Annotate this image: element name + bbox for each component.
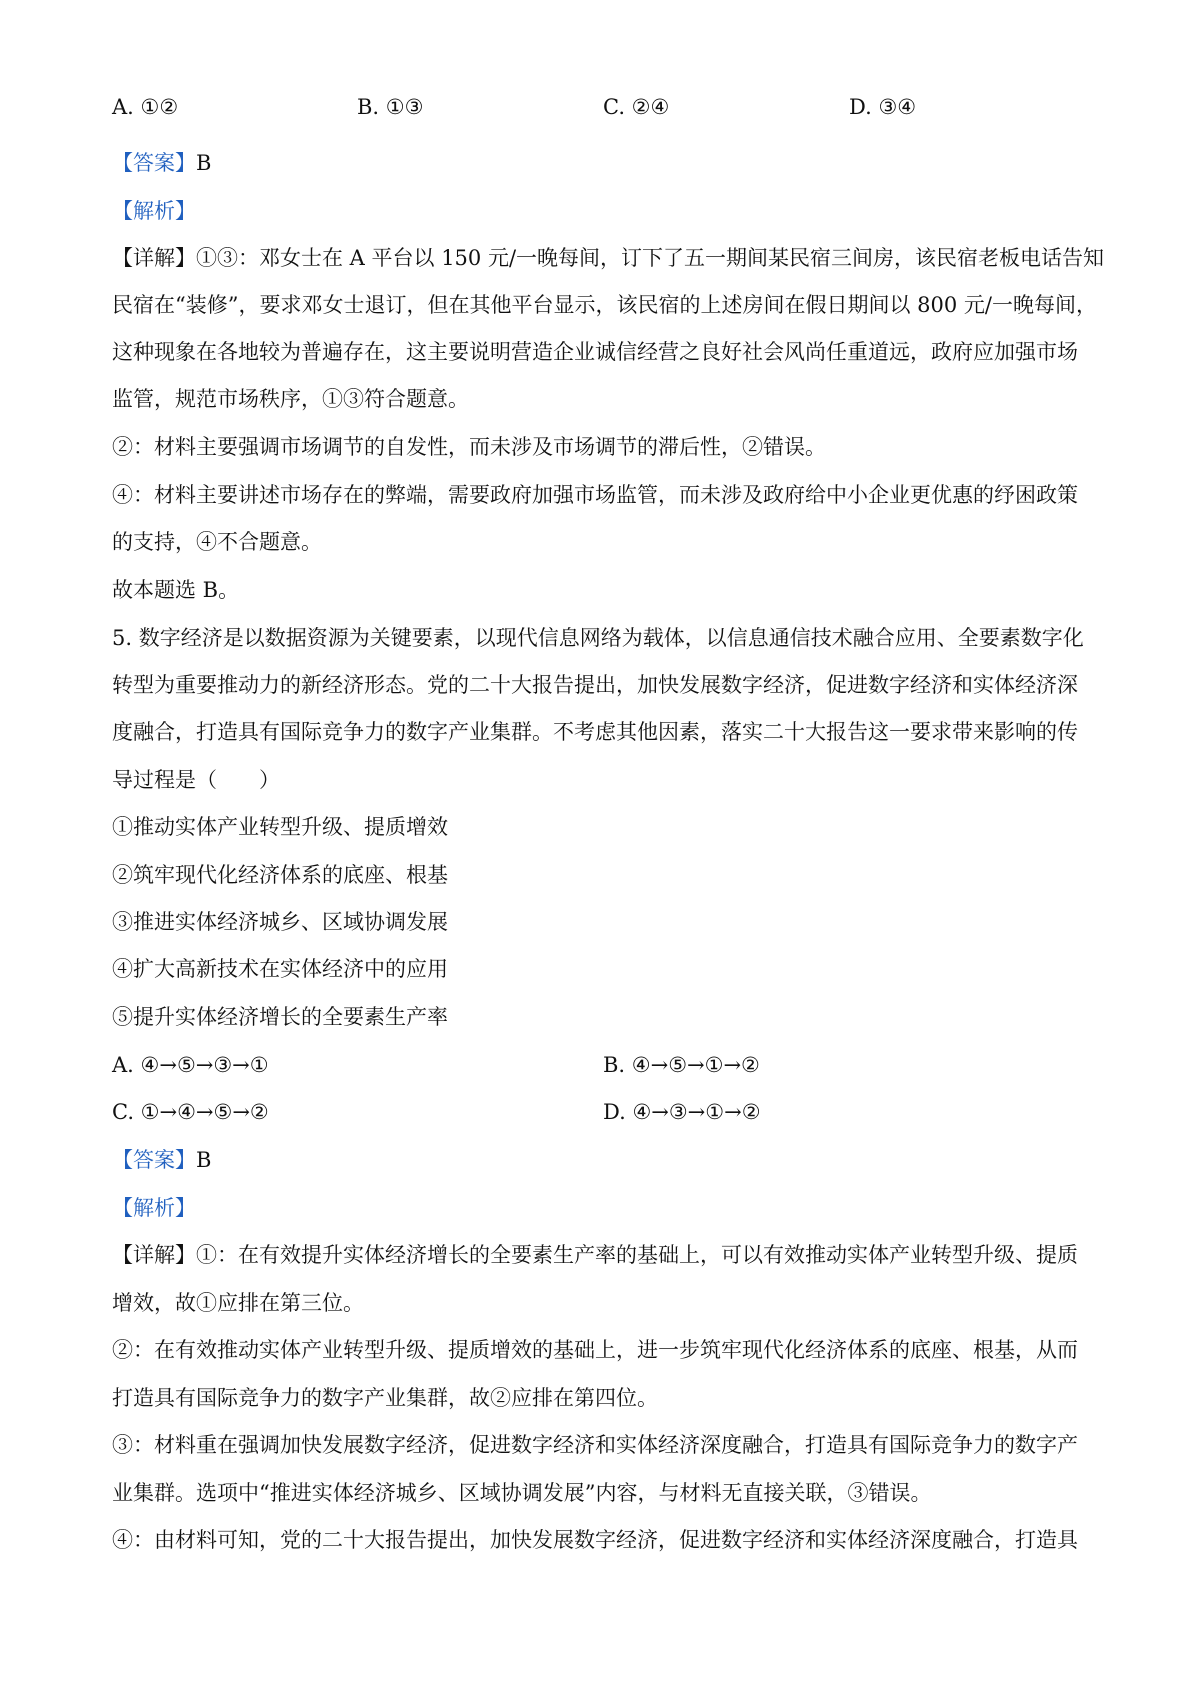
- q5-answer-value: B: [196, 1148, 212, 1172]
- q4-detail-line: 这种现象在各地较为普遍存在，这主要说明营造企业诚信经营之良好社会风尚任重道远，政府应加强市场: [112, 340, 1078, 364]
- q4-detail-line: [112, 243, 1104, 273]
- q5-option-a: A. ④→⑤→③→①: [112, 1053, 269, 1077]
- q5-stem-line: 度融合，打造具有国际竞争力的数字产业集群。不考虑其他因素，落实二十大报告这一要求带来影响的传: [112, 720, 1078, 744]
- q5-answer: [112, 1145, 211, 1175]
- q5-detail-line: ④：由材料可知，党的二十大报告提出，加快发展数字经济，促进数字经济和实体经济深度融合，打造具: [112, 1528, 1078, 1552]
- q4-analysis: [112, 196, 196, 226]
- q5-detail-line: 增效，故①应排在第三位。: [112, 1291, 364, 1315]
- q5-detail-line: ②：在有效推动实体产业转型升级、提质增效的基础上，进一步筑牢现代化经济体系的底座、根基，从而: [112, 1338, 1078, 1362]
- q5-option-b: B. ④→⑤→①→②: [603, 1053, 760, 1077]
- q5-stem-line: 5. 数字经济是以数据资源为关键要素，以现代信息网络为载体，以信息通信技术融合应用、全要素数字化: [112, 626, 1084, 650]
- q5-stem-line: 导过程是（ ）: [112, 768, 280, 792]
- q4-option-a: A. ①②: [112, 95, 179, 119]
- q4-option-c: C. ②④: [603, 95, 670, 119]
- q4-answer-value: B: [196, 151, 212, 175]
- q4-detail-line: ④：材料主要讲述市场存在的弊端，需要政府加强市场监管，而未涉及政府给中小企业更优惠的纾困政策: [112, 483, 1078, 507]
- q4-option-d: D. ③④: [849, 95, 917, 119]
- q5-analysis-label: 【解析】: [112, 1196, 196, 1220]
- q5-analysis: [112, 1193, 196, 1223]
- q5-detail-label: 【详解】: [112, 1243, 196, 1267]
- q5-answer-label: 【答案】: [112, 1148, 196, 1172]
- q5-item: ②筑牢现代化经济体系的底座、根基: [112, 863, 448, 887]
- q5-item: ③推进实体经济城乡、区域协调发展: [112, 910, 448, 934]
- q5-item: ①推动实体产业转型升级、提质增效: [112, 815, 448, 839]
- q4-conclusion: 故本题选 B。: [112, 578, 240, 602]
- q5-detail-line: 业集群。选项中“推进实体经济城乡、区域协调发展”内容，与材料无直接关联，③错误。: [112, 1481, 932, 1505]
- q5-detail-line: [112, 1240, 1078, 1270]
- q4-detail-label: 【详解】: [112, 246, 196, 270]
- q4-detail-line: 的支持，④不合题意。: [112, 530, 322, 554]
- q5-stem-line: 转型为重要推动力的新经济形态。党的二十大报告提出，加快发展数字经济，促进数字经济和实体经济深: [112, 673, 1078, 697]
- q4-detail-line: ②：材料主要强调市场调节的自发性，而未涉及市场调节的滞后性，②错误。: [112, 435, 826, 459]
- q5-item: ④扩大高新技术在实体经济中的应用: [112, 957, 448, 981]
- q4-option-b: B. ①③: [357, 95, 424, 119]
- q4-analysis-label: 【解析】: [112, 199, 196, 223]
- q5-detail-text: ①：在有效提升实体经济增长的全要素生产率的基础上，可以有效推动实体产业转型升级、提质: [196, 1243, 1078, 1267]
- q5-item: ⑤提升实体经济增长的全要素生产率: [112, 1005, 448, 1029]
- q4-detail-line: 民宿在“装修”，要求邓女士退订，但在其他平台显示，该民宿的上述房间在假日期间以 800 元/一晚每间，: [112, 293, 1097, 317]
- q5-detail-line: ③：材料重在强调加快发展数字经济，促进数字经济和实体经济深度融合，打造具有国际竞争力的数字产: [112, 1433, 1078, 1457]
- q4-detail-text: ①③：邓女士在 A 平台以 150 元/一晚每间，订下了五一期间某民宿三间房，该民宿老板电话告知: [196, 246, 1105, 270]
- q4-answer-label: 【答案】: [112, 151, 196, 175]
- q5-option-c: C. ①→④→⑤→②: [112, 1100, 269, 1124]
- q5-detail-line: 打造具有国际竞争力的数字产业集群，故②应排在第四位。: [112, 1386, 658, 1410]
- q5-option-d: D. ④→③→①→②: [603, 1100, 761, 1124]
- q4-detail-line: 监管，规范市场秩序，①③符合题意。: [112, 387, 469, 411]
- q4-answer: [112, 148, 211, 178]
